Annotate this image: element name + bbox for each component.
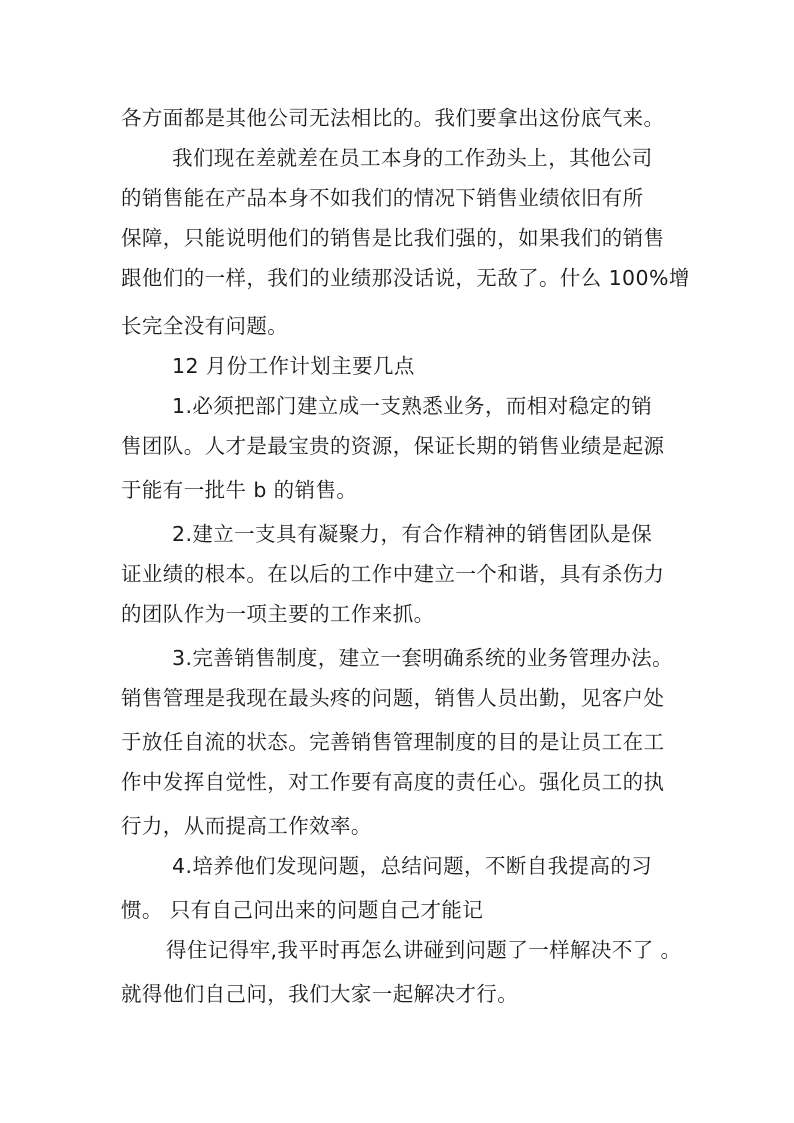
paragraph-line: 保障，只能说明他们的销售是比我们强的，如果我们的销售 bbox=[121, 226, 665, 250]
paragraph-line: 2.建立一支具有凝聚力，有合作精神的销售团队是保 bbox=[172, 522, 653, 546]
paragraph-line: 的团队作为一项主要的工作来抓。 bbox=[121, 602, 435, 626]
paragraph-line: 作中发挥自觉性，对工作要有高度的责任心。强化员工的执 bbox=[121, 770, 665, 794]
paragraph-line: 销售管理是我现在最头疼的问题，销售人员出勤，见客户处 bbox=[121, 686, 665, 710]
paragraph-line: 就得他们自己问，我们大家一起解决才行。 bbox=[121, 982, 519, 1006]
paragraph-line: 得住记得牢,我平时再怎么讲碰到问题了一样解决不了 。 bbox=[166, 938, 682, 962]
paragraph-line: 我们现在差就差在员工本身的工作劲头上，其他公司 bbox=[172, 146, 653, 170]
paragraph-line: 长完全没有问题。 bbox=[121, 314, 289, 338]
paragraph-line: 3.完善销售制度，建立一套明确系统的业务管理办法。 bbox=[172, 646, 674, 670]
paragraph-line: 证业绩的根本。在以后的工作中建立一个和谐，具有杀伤力 bbox=[121, 562, 665, 586]
paragraph-line: 的销售能在产品本身不如我们的情况下销售业绩依旧有所 bbox=[121, 186, 644, 210]
paragraph-line: 售团队。人才是最宝贵的资源，保证长期的销售业绩是起源 bbox=[121, 434, 665, 458]
paragraph-line: 1.必须把部门建立成一支熟悉业务，而相对稳定的销 bbox=[172, 394, 653, 418]
paragraph-line: 于能有一批牛 b 的销售。 bbox=[121, 478, 358, 502]
paragraph-line: 惯。 只有自己问出来的问题自己才能记 bbox=[121, 898, 484, 922]
paragraph-line: 于放任自流的状态。完善销售管理制度的目的是让员工在工 bbox=[121, 730, 665, 754]
paragraph-line: 各方面都是其他公司无法相比的。我们要拿出这份底气来。 bbox=[121, 106, 665, 130]
paragraph-line: 4.培养他们发现问题，总结问题，不断自我提高的习 bbox=[172, 854, 653, 878]
section-heading: 12 月份工作计划主要几点 bbox=[172, 354, 415, 378]
paragraph-line: 行力，从而提高工作效率。 bbox=[121, 814, 372, 838]
paragraph-line: 跟他们的一样，我们的业绩那没话说，无敌了。什么 100%增 bbox=[121, 266, 690, 290]
